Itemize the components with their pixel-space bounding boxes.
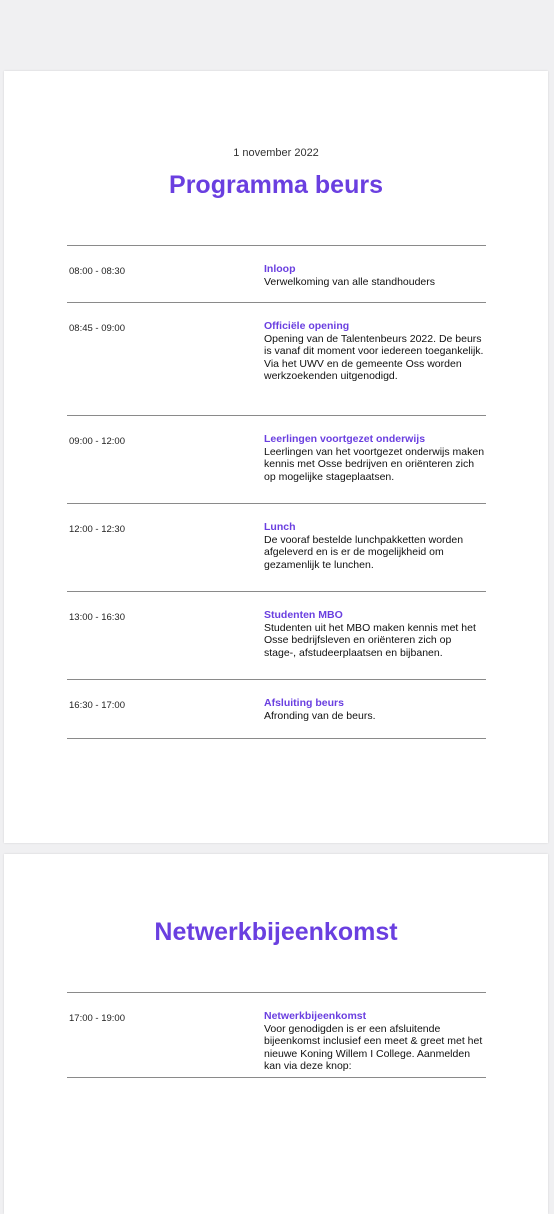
schedule-item-title: Officiële opening [264, 320, 350, 332]
schedule-row [67, 992, 486, 1078]
document-page-1 [4, 71, 548, 843]
schedule-item-description: Voor genodigden is er een afsluitende bijeenkomst inclusief een meet & greet met het nieuwe Koning Willem I College. Aanmelden kan via deze knop: [264, 1022, 483, 1073]
schedule-time: 08:45 - 09:00 [69, 323, 125, 334]
schedule-item-title: Studenten MBO [264, 609, 343, 621]
schedule-item-title: Lunch [264, 521, 296, 533]
document-page-2 [4, 854, 548, 1214]
schedule-item-description: Studenten uit het MBO maken kennis met het Osse bedrijfsleven en oriënteren zich op stage-, afstudeerplaatsen en bijbanen. [264, 621, 476, 659]
schedule-item-title: Netwerkbijeenkomst [264, 1010, 367, 1022]
schedule-table [67, 992, 486, 1078]
schedule-time: 17:00 - 19:00 [69, 1013, 125, 1024]
schedule-item-description: De vooraf bestelde lunchpakketten worden afgeleverd en is er de mogelijkheid om gezamenlijk te lunchen. [264, 533, 464, 571]
page-title-programma: Programma beurs [169, 171, 383, 199]
event-date: 1 november 2022 [233, 147, 319, 159]
schedule-row [67, 591, 486, 679]
schedule-table [67, 245, 486, 739]
schedule-item-description: Opening van de Talentenbeurs 2022. De beurs is vanaf dit moment voor iedereen toegankelijk. Via het UWV en de gemeente Oss worden werkzoekenden uitgenodigd. [264, 332, 484, 383]
schedule-item-description: Afronding van de beurs. [264, 709, 376, 722]
schedule-row [67, 302, 486, 415]
schedule-time: 16:30 - 17:00 [69, 700, 125, 711]
schedule-item-description: Leerlingen van het voortgezet onderwijs maken kennis met Osse bedrijven en oriënteren zich op mogelijke stageplaatsen. [264, 445, 485, 483]
page-title-netwerk: Netwerkbijeenkomst [154, 918, 398, 946]
schedule-item-title: Leerlingen voortgezet onderwijs [264, 433, 426, 445]
schedule-row [67, 503, 486, 591]
schedule-time: 12:00 - 12:30 [69, 524, 125, 535]
schedule-row [67, 415, 486, 503]
schedule-time: 09:00 - 12:00 [69, 436, 125, 447]
schedule-row [67, 679, 486, 739]
schedule-time: 08:00 - 08:30 [69, 266, 125, 277]
schedule-item-description: Verwelkoming van alle standhouders [264, 275, 436, 288]
schedule-time: 13:00 - 16:30 [69, 612, 125, 623]
schedule-item-title: Afsluiting beurs [264, 697, 344, 709]
schedule-item-title: Inloop [264, 263, 296, 275]
schedule-row [67, 245, 486, 302]
